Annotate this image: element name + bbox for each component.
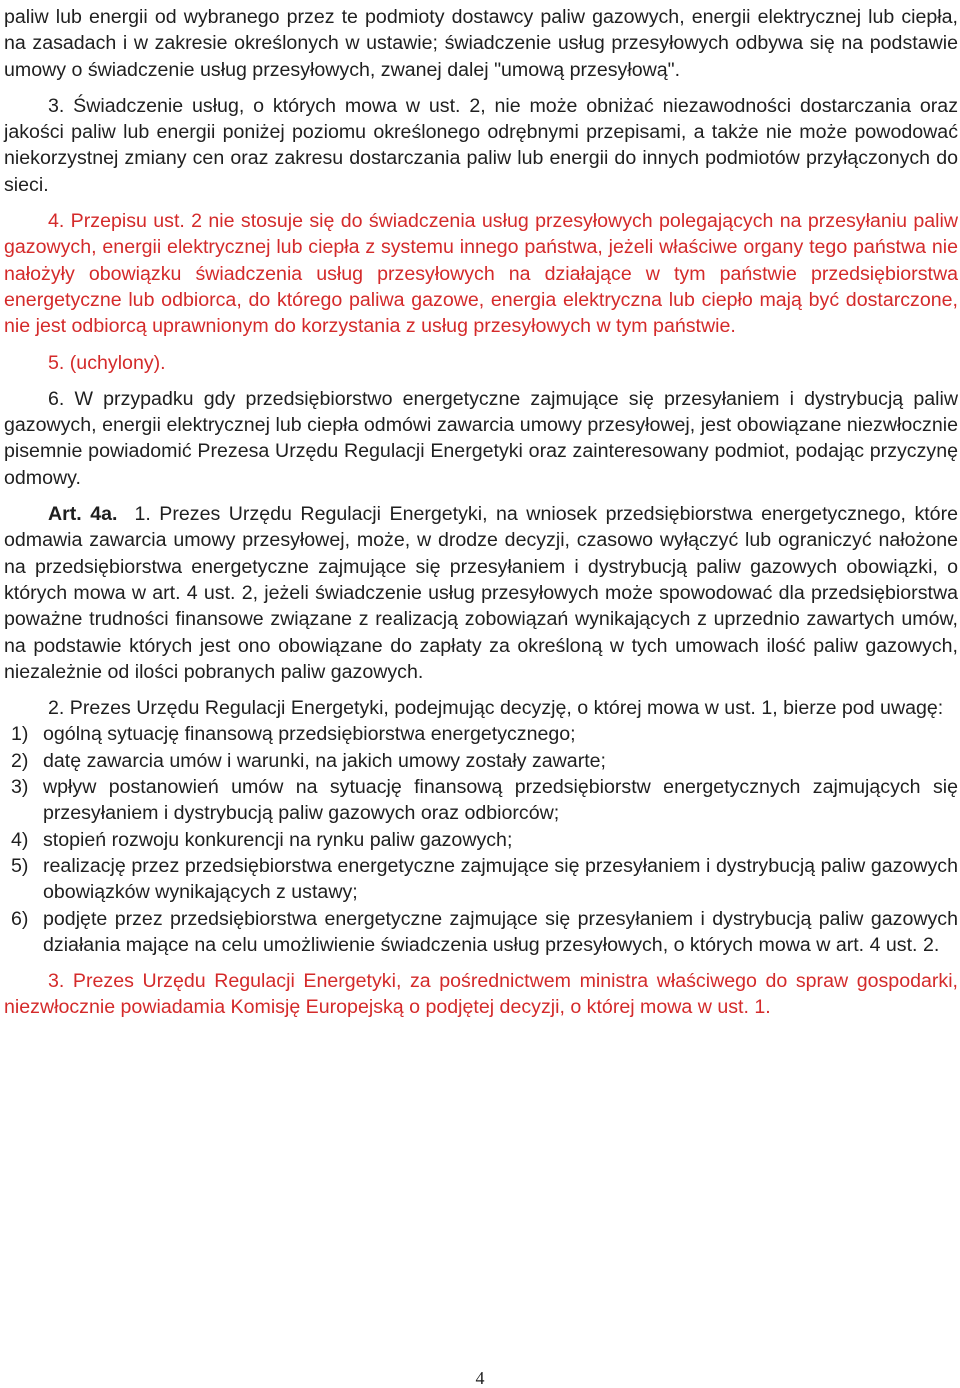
list-item-number: 5) bbox=[11, 854, 29, 877]
list-item bbox=[0, 774, 960, 827]
article-label: Art. 4a. bbox=[48, 503, 118, 526]
paragraph-6: 6. W przypadku gdy przedsiębiorstwo energetyczne zajmujące się przesyłaniem i dystrybucją paliw gazowych, energii elektrycznej lub ciepła odmówi zawarcia umowy przesyłowej, jest obowiązane niezwłocznie pisemnie powiadomić Prezesa Urzędu Regulacji Energetyki oraz zainteresowany podmiot, podając przyczynę odmowy. bbox=[4, 387, 958, 489]
list-item-text: stopień rozwoju konkurencji na rynku paliw gazowych; bbox=[43, 828, 513, 851]
article-4a-paragraph-3: 3. Prezes Urzędu Regulacji Energetyki, za pośrednictwem ministra właściwego do spraw gospodarki, niezwłocznie powiadamia Komisję Europejską o podjętej decyzji, o której mowa w ust. 1. bbox=[4, 970, 958, 1019]
list-item-number: 4) bbox=[11, 828, 29, 851]
list-item bbox=[0, 906, 960, 959]
list-item bbox=[0, 827, 960, 853]
list-item-text: wpływ postanowień umów na sytuację finansową przedsiębiorstw energetycznych zajmujących się przesyłaniem i dystrybucją paliw gazowych oraz odbiorców; bbox=[43, 776, 958, 825]
list-item-number: 2) bbox=[11, 749, 29, 772]
list-item-number: 6) bbox=[11, 907, 29, 930]
list-item-number: 1) bbox=[11, 723, 29, 746]
article-4a-paragraph-1 bbox=[0, 501, 960, 685]
page-number: 4 bbox=[475, 1368, 485, 1388]
paragraph-5: 5. (uchylony). bbox=[48, 351, 166, 374]
paragraph-3: 3. Świadczenie usług, o których mowa w ust. 2, nie może obniżać niezawodności dostarczania oraz jakości paliw lub energii poniżej poziomu określonego odrębnymi przepisami, a także nie może powodować niekorzystnej zmiany cen oraz zakresu dostarczania paliw lub energii do innych podmiotów przyłączonych do sieci. bbox=[4, 94, 958, 196]
list-item bbox=[0, 721, 960, 747]
list-item-text: realizację przez przedsiębiorstwa energetyczne zajmujące się przesyłaniem i dystrybucją paliw gazowych obowiązków wynikających z ustawy; bbox=[43, 854, 958, 904]
article-4a-text-1: 1. Prezes Urzędu Regulacji Energetyki, na wniosek przedsiębiorstwa energetycznego, które odmawia zawarcia umowy przesyłowej, może, w drodze decyzji, czasowo wyłączyć lub ograniczyć nałożone na przedsiębiorstwa energetyczne zajmujące się przesyłaniem i dystrybucją paliw gazowych obowiązki, o których mowa w art. 4 ust. 2, jeżeli świadczenie usług przesyłowych może spowodować dla przedsiębiorstwa poważne trudności finansowe związane z realizacją zobowiązań wynikających z uprzednio zawartych umów, na podstawie których jest ono obowiązane do zapłaty za określoną w tych umowach ilość paliw gazowych, niezależnie od ilości pobranych paliw gazowych. bbox=[4, 503, 958, 683]
list-item-text: datę zawarcia umów i warunki, na jakich umowy zostały zawarte; bbox=[43, 749, 607, 772]
list-item-text: ogólną sytuację finansową przedsiębiorstwa energetycznego; bbox=[43, 723, 576, 746]
paragraph-4: 4. Przepisu ust. 2 nie stosuje się do świadczenia usług przesyłowych polegających na przesyłaniu paliw gazowych, energii elektrycznej lub ciepła z systemu innego państwa, jeżeli właściwe organy tego państwa nie nałożyły obowiązku świadczenia usług przesyłowych na działające w tym państwie przedsiębiorstwa energetyczne lub odbiorca, do którego paliwa gazowe, energia elektryczna lub ciepło mają być dostarczone, nie jest odbiorcą uprawnionym do korzystania z usług przesyłowych w tym państwie. bbox=[4, 210, 958, 338]
intro-paragraph: paliw lub energii od wybranego przez te podmioty dostawcy paliw gazowych, energii elektrycznej lub ciepła, na zasadach i w zakresie określonych w ustawie; świadczenie usług przesyłowych odbywa się na podstawie umowy o świadczenie usług przesyłowych, zwanej dalej "umową przesyłową". bbox=[4, 6, 958, 81]
list-item-number: 3) bbox=[11, 776, 29, 799]
article-4a-paragraph-2: 2. Prezes Urzędu Regulacji Energetyki, podejmując decyzję, o której mowa w ust. 1, bierze pod uwagę: bbox=[48, 697, 944, 720]
list-item bbox=[0, 748, 960, 774]
list-item bbox=[0, 853, 960, 906]
list-item-text: podjęte przez przedsiębiorstwa energetyczne zajmujące się przesyłaniem i dystrybucją paliw gazowych działania mające na celu umożliwienie świadczenia usług przesyłowych, o których mowa w art. 4 ust. 2. bbox=[43, 907, 958, 956]
